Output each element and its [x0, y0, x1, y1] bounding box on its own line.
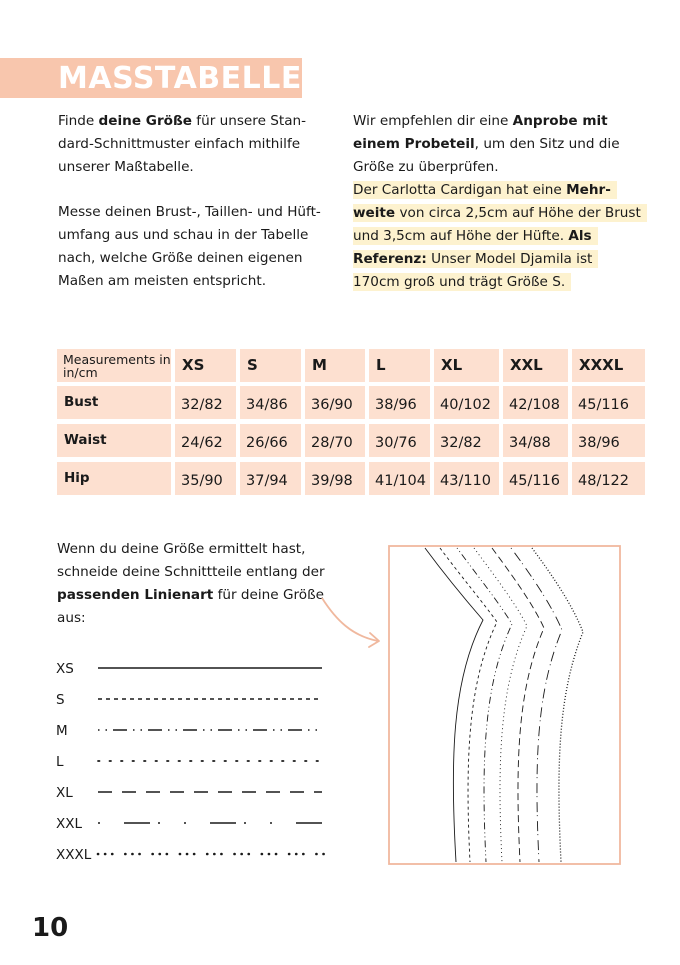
- table-cell: 28/70: [305, 424, 365, 457]
- table-cell: 39/98: [305, 462, 365, 495]
- table-cell: 35/90: [175, 462, 236, 495]
- table-cell: 38/96: [369, 386, 430, 419]
- table-cell: 45/116: [503, 462, 568, 495]
- pattern-line-m: [457, 548, 512, 862]
- pattern-line-xs: [425, 548, 483, 862]
- cut-instruction: Wenn du deine Größe ermittelt hast, schneide deine Schnittteile entlang der passenden Linienart für deine Größe aus:: [57, 541, 325, 626]
- pattern-line-xxxl: [532, 548, 583, 862]
- legend-label-m: M: [56, 723, 68, 739]
- table-cell: 30/76: [369, 424, 430, 457]
- legend-label-s: S: [56, 692, 65, 708]
- legend-label-xxl: XXL: [56, 816, 83, 832]
- table-cell: 48/122: [572, 462, 645, 495]
- size-header-xs: XS: [175, 349, 236, 382]
- size-header-xxl: XXL: [503, 349, 568, 382]
- intro-paragraph-2: Messe deinen Brust-, Taillen- und Hüft-umfang aus und schau in der Tabelle nach, welche Größe deinen eigenen Maßen am meisten entspricht.: [58, 204, 321, 289]
- legend-label-xl: XL: [56, 785, 73, 801]
- table-cell: 32/82: [175, 386, 236, 419]
- row-label-hip: Hip: [57, 462, 171, 495]
- table-cell: 34/88: [503, 424, 568, 457]
- row-label-bust: Bust: [57, 386, 171, 419]
- page-number: 10: [32, 913, 69, 943]
- pattern-line-xl: [492, 548, 544, 862]
- ease-note: Der Carlotta Cardigan hat eine Mehr-weite von circa 2,5cm auf Höhe der Brust und 3,5cm auf Höhe der Hüfte. Als Referenz: Unser Model Djamila ist 170cm groß und trägt Größe S.: [353, 179, 643, 294]
- table-cell: 36/90: [305, 386, 365, 419]
- table-corner-header: Measurements in in/cm: [57, 349, 171, 382]
- table-cell: 26/66: [240, 424, 301, 457]
- size-header-l: L: [369, 349, 430, 382]
- table-cell: 45/116: [572, 386, 645, 419]
- size-header-s: S: [240, 349, 301, 382]
- table-cell: 40/102: [434, 386, 499, 419]
- table-cell: 42/108: [503, 386, 568, 419]
- page-title: MASSTABELLE: [58, 61, 302, 96]
- size-header-xxxl: XXXL: [572, 349, 645, 382]
- table-cell: 32/82: [434, 424, 499, 457]
- row-label-waist: Waist: [57, 424, 171, 457]
- pattern-line-xxl: [511, 548, 562, 862]
- table-cell: 34/86: [240, 386, 301, 419]
- table-cell: 43/110: [434, 462, 499, 495]
- size-header-xl: XL: [434, 349, 499, 382]
- table-cell: 41/104: [369, 462, 430, 495]
- fitting-recommendation: Wir empfehlen dir eine Anprobe mit einem Probeteil, um den Sitz und die Größe zu überprüfen.: [353, 113, 620, 175]
- intro-paragraph-1: Finde deine Größe für unsere Stan-dard-Schnittmuster einfach mithilfe unserer Maßtabelle.: [58, 113, 307, 175]
- pattern-line-l: [474, 548, 527, 862]
- table-cell: 38/96: [572, 424, 645, 457]
- legend-label-xs: XS: [56, 661, 74, 677]
- table-cell: 37/94: [240, 462, 301, 495]
- size-header-m: M: [305, 349, 365, 382]
- legend-label-l: L: [56, 754, 64, 770]
- pattern-line-s: [440, 548, 497, 862]
- table-cell: 24/62: [175, 424, 236, 457]
- legend-label-xxxl: XXXL: [56, 847, 92, 863]
